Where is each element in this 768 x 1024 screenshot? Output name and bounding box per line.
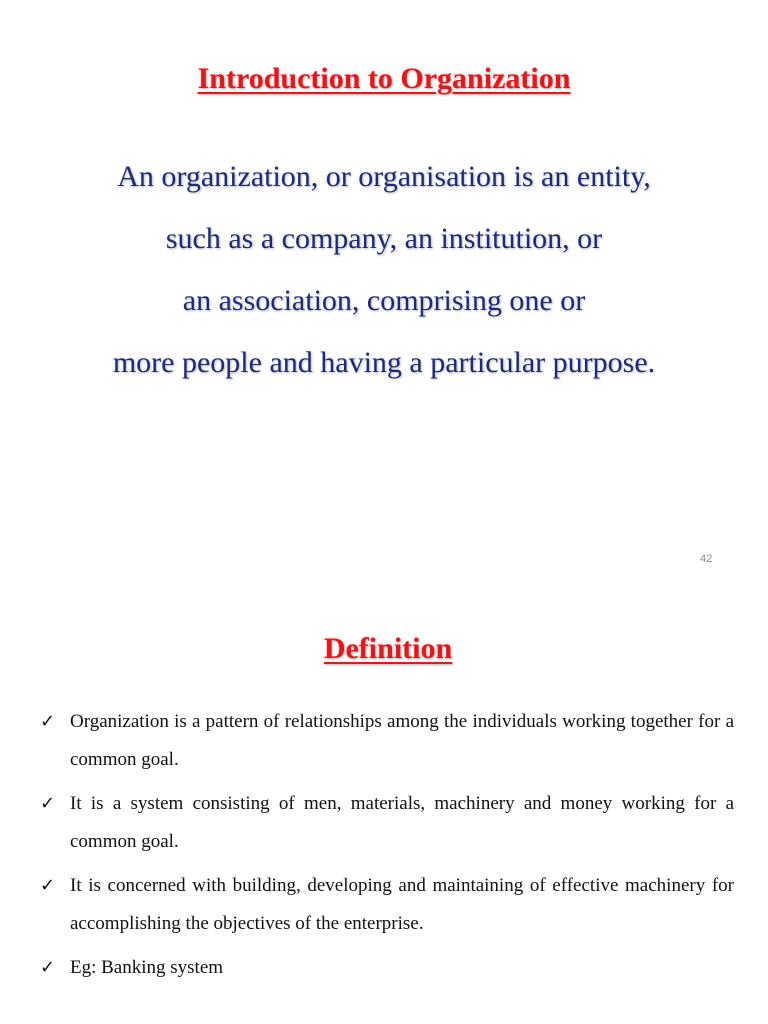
list-item-text: It is a system consisting of men, materials, machinery and money working for a common goal. <box>70 793 734 852</box>
list-item <box>40 785 734 861</box>
list-item <box>40 703 734 779</box>
list-item-text: It is concerned with building, developing and maintaining of effective machinery for accomplishing the objectives of the enterprise. <box>70 875 734 934</box>
list-item-text: Eg: Banking system <box>70 957 224 978</box>
intro-line: such as a company, an institution, or <box>165 222 603 255</box>
intro-paragraph <box>0 146 768 394</box>
intro-line: An organization, or organisation is an entity, <box>117 160 651 193</box>
definition-heading: Definition <box>323 632 453 665</box>
checkmark-icon: ✓ <box>40 711 56 732</box>
list-item <box>40 867 734 943</box>
list-item <box>40 949 734 987</box>
intro-line: an association, comprising one or <box>182 284 586 317</box>
checkmark-icon: ✓ <box>40 793 56 814</box>
intro-line: more people and having a particular purpose. <box>112 346 656 379</box>
page-title: Introduction to Organization <box>197 62 571 95</box>
checkmark-icon: ✓ <box>40 875 56 896</box>
definition-list <box>40 703 734 993</box>
list-item-text: Organization is a pattern of relationships among the individuals working together for a common goal. <box>70 711 734 770</box>
page-number: 42 <box>700 553 713 565</box>
checkmark-icon: ✓ <box>40 957 56 978</box>
